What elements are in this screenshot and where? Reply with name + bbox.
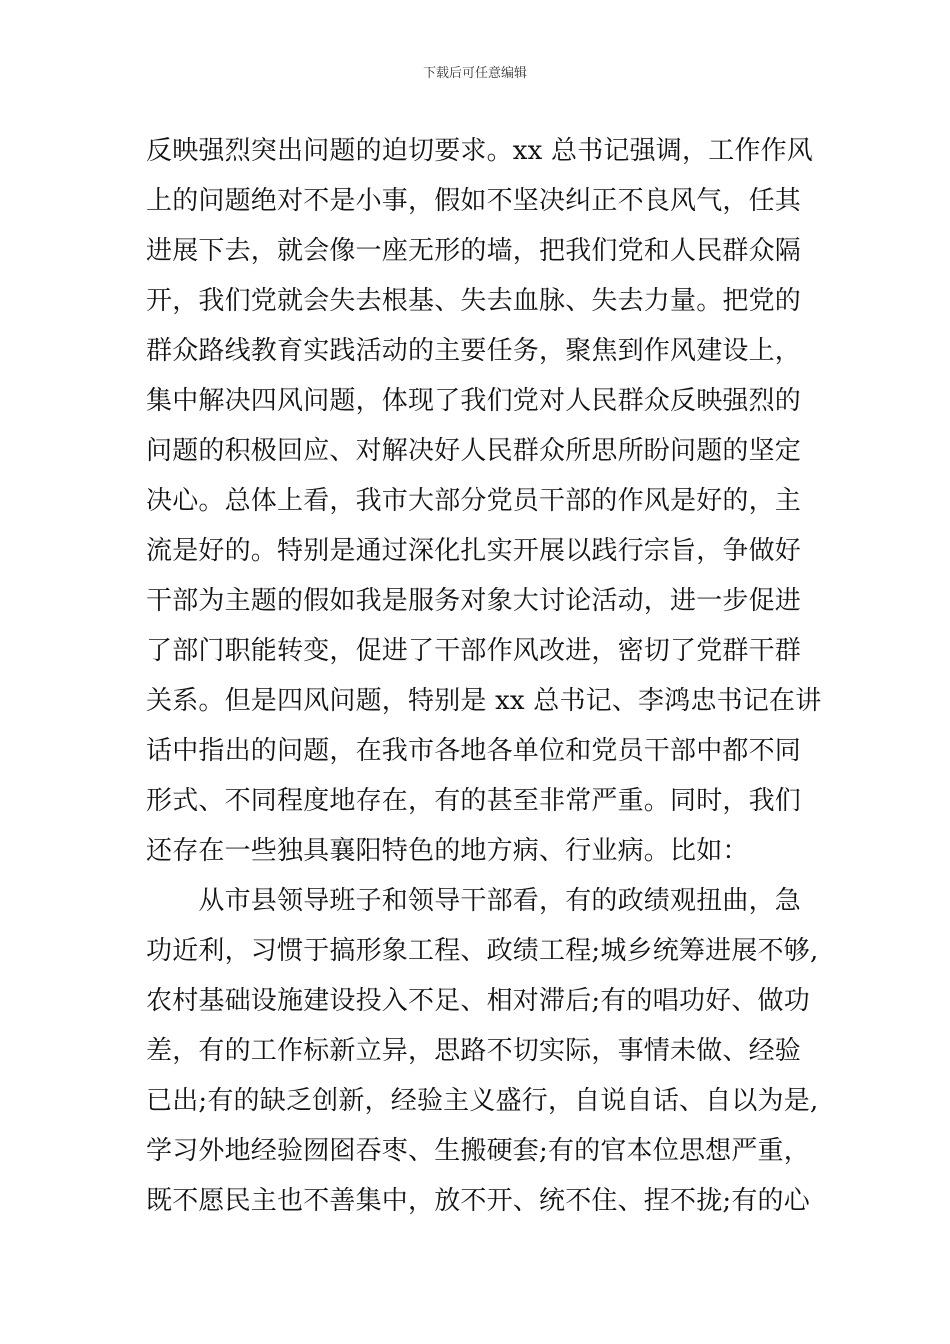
- text-line: 还存在一些独具襄阳特色的地方病、行业病。比如：: [146, 836, 749, 866]
- text-line: 既不愿民主也不善集中，放不开、统不住、捏不拢;有的心: [146, 1186, 810, 1216]
- text-line: 差，有的工作标新立异，思路不切实际，事情未做、经验: [146, 1036, 802, 1066]
- text-line: 决心。总体上看，我市大部分党员干部的作风是好的，主: [146, 486, 802, 516]
- text-line: 问题的积极回应、对解决好人民群众所思所盼问题的坚定: [146, 436, 802, 466]
- text-line: 了部门职能转变，促进了干部作风改进，密切了党群干群: [146, 636, 802, 666]
- text-line: 学习外地经验囫囵吞枣、生搬硬套;有的官本位思想严重，: [146, 1136, 810, 1166]
- text-line: 进展下去，就会像一座无形的墙，把我们党和人民群众隔: [146, 236, 802, 266]
- text-line: 开，我们党就会失去根基、失去血脉、失去力量。把党的: [146, 286, 802, 316]
- text-line: 干部为主题的假如我是服务对象大讨论活动，进一步促进: [146, 586, 802, 616]
- text-line: 流是好的。特别是通过深化扎实开展以践行宗旨，争做好: [146, 536, 802, 566]
- text-line: 反映强烈突出问题的迫切要求。xx 总书记强调，工作作风: [146, 136, 813, 166]
- text-line: 农村基础设施建设投入不足、相对滞后;有的唱功好、做功: [146, 986, 810, 1016]
- text-line: 关系。但是四风问题，特别是 xx 总书记、李鸿忠书记在讲: [146, 686, 822, 716]
- text-line: 上的问题绝对不是小事，假如不坚决纠正不良风气，任其: [146, 186, 802, 216]
- text-line: 形式、不同程度地存在，有的甚至非常严重。同时，我们: [146, 786, 802, 816]
- text-line: 已出;有的缺乏创新，经验主义盛行，自说自话、自以为是,: [146, 1086, 819, 1116]
- text-line: 功近利，习惯于搞形象工程、政绩工程;城乡统筹进展不够,: [146, 936, 819, 966]
- text-line: 集中解决四风问题，体现了我们党对人民群众反映强烈的: [146, 386, 802, 416]
- page-header: 下载后可任意编辑: [422, 66, 527, 81]
- text-line: 话中指出的问题，在我市各地各单位和党员干部中都不同: [146, 736, 802, 766]
- text-line: 群众路线教育实践活动的主要任务，聚焦到作风建设上，: [146, 336, 802, 366]
- paragraph-start-line: 从市县领导班子和领导干部看，有的政绩观扭曲，急: [146, 886, 802, 916]
- document-body: [146, 126, 826, 1226]
